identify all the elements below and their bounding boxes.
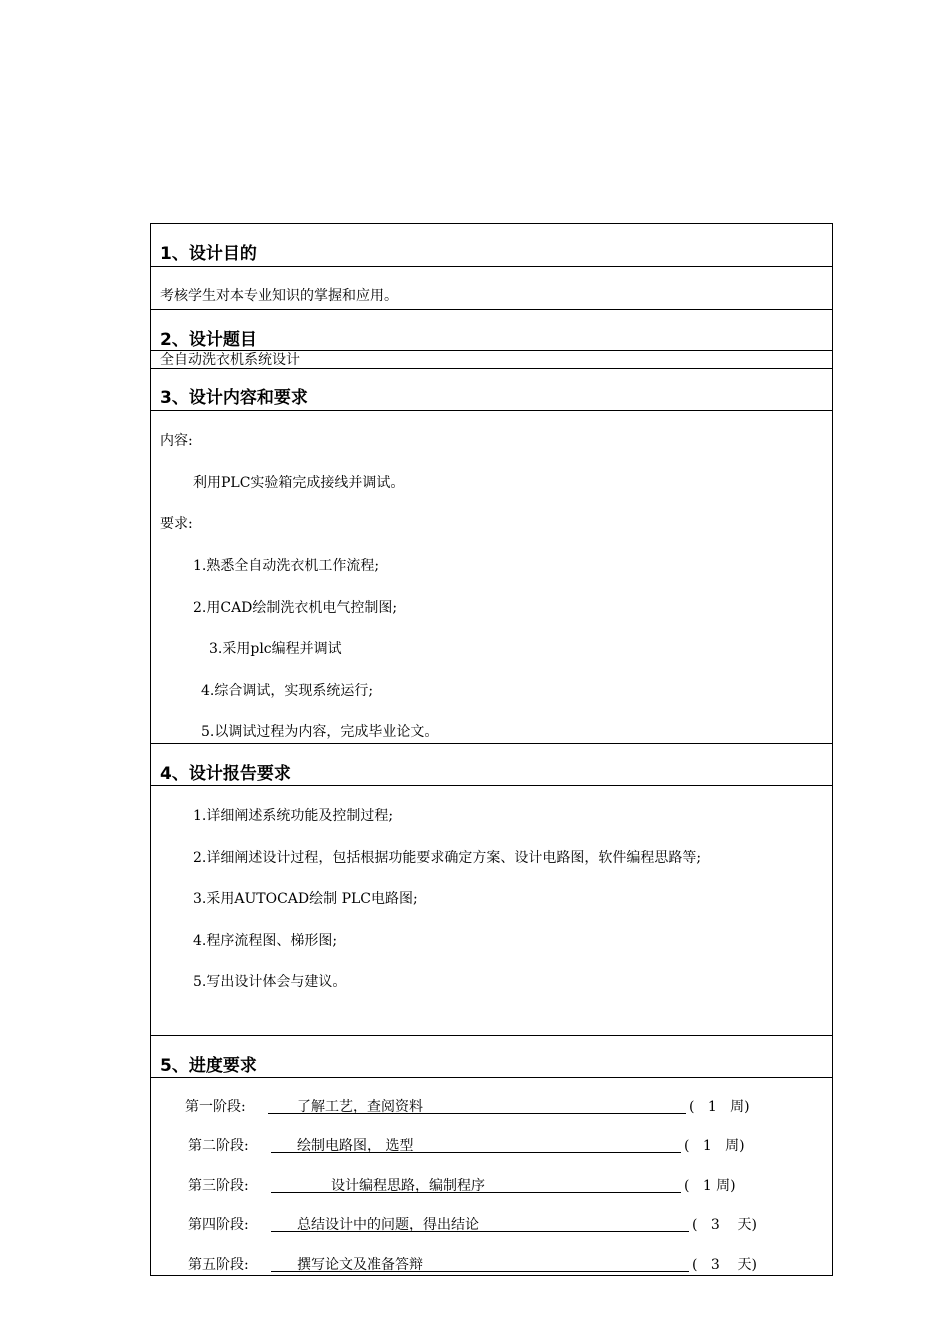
report-item: 4.程序流程图、梯形图;	[193, 933, 338, 949]
stage-task: 设计编程思路，编制程序	[271, 1175, 681, 1193]
section-3-body-row	[151, 411, 832, 744]
section-5-body-row	[151, 1078, 832, 1277]
report-item: 2.详细阐述设计过程，包括根据功能要求确定方案、设计电路图，软件编程思路等;	[193, 850, 702, 866]
stage-label: 第四阶段:	[188, 1217, 249, 1233]
stage-duration: ( 1 周)	[684, 1138, 745, 1154]
stage-label: 第五阶段:	[188, 1257, 249, 1273]
stage-duration: ( 1 周)	[689, 1099, 750, 1115]
requirement-item: 1.熟悉全自动洗衣机工作流程;	[193, 558, 380, 574]
section-1-body: 考核学生对本专业知识的掌握和应用。	[160, 288, 398, 304]
section-1-body-row	[151, 267, 832, 310]
section-4-heading-row	[151, 744, 832, 786]
stage-duration: ( 3 天)	[692, 1257, 757, 1273]
task-table	[150, 223, 833, 1276]
content-label: 内容:	[160, 433, 193, 449]
content-text: 利用PLC实验箱完成接线并调试。	[193, 475, 405, 491]
section-2-body: 全自动洗衣机系统设计	[160, 352, 300, 368]
section-2-body-row	[151, 351, 832, 369]
report-item: 5.写出设计体会与建议。	[193, 974, 347, 990]
section-5-heading: 5、进度要求	[160, 1056, 257, 1076]
section-5-heading-row	[151, 1036, 832, 1078]
section-2-heading-row	[151, 310, 832, 351]
requirement-item: 4.综合调试，实现系统运行;	[201, 683, 374, 699]
stage-label: 第二阶段:	[188, 1138, 249, 1154]
stage-task: 总结设计中的问题，得出结论	[271, 1214, 689, 1232]
requirement-item: 2.用CAD绘制洗衣机电气控制图;	[193, 600, 398, 616]
stage-label: 第一阶段:	[185, 1099, 246, 1115]
stage-task: 绘制电路图， 选型	[271, 1135, 681, 1153]
requirement-item: 5.以调试过程为内容，完成毕业论文。	[201, 724, 439, 740]
section-1-heading: 1、设计目的	[160, 244, 257, 264]
stage-label: 第三阶段:	[188, 1178, 249, 1194]
report-item: 1.详细阐述系统功能及控制过程;	[193, 808, 394, 824]
section-2-heading: 2、设计题目	[160, 330, 257, 350]
stage-duration: ( 1 周)	[684, 1178, 736, 1194]
stage-duration: ( 3 天)	[692, 1217, 757, 1233]
section-3-heading-row	[151, 369, 832, 411]
requirements-label: 要求:	[160, 516, 193, 532]
section-1-heading-row	[151, 224, 832, 267]
requirement-item: 3.采用plc编程并调试	[209, 641, 342, 657]
section-4-heading: 4、设计报告要求	[160, 764, 291, 784]
report-item: 3.采用AUTOCAD绘制 PLC电路图;	[193, 891, 418, 907]
stage-task: 撰写论文及准备答辩	[271, 1254, 689, 1272]
stage-task: 了解工艺，查阅资料	[268, 1096, 686, 1114]
section-4-body-row	[151, 786, 832, 1036]
section-3-heading: 3、设计内容和要求	[160, 388, 308, 408]
